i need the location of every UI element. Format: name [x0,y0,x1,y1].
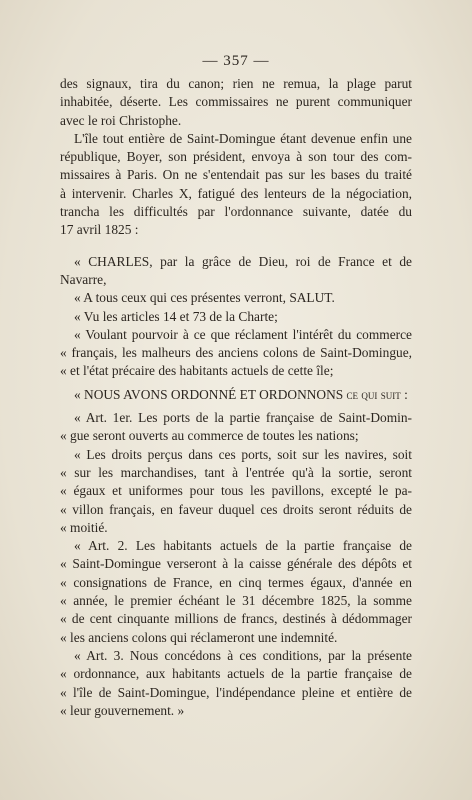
text-line: république, Boyer, son président, envoya à son tour des com- [60,149,412,165]
text-line: « ordonnance, aux habitants actuels de la partie française de [60,666,412,682]
text-line: « français, les malheurs des anciens colons de Saint-Domingue, [60,345,412,361]
text-line: des signaux, tira du canon; rien ne remua, la plage parut [60,76,412,91]
text-line: « CHARLES, par la grâce de Dieu, roi de France et de [74,253,412,269]
text-line: « l'île de Saint-Domingue, l'indépendance pleine et entière de [60,684,412,700]
text-line: trancha les difficultés par l'ordonnance suivante, datée du [60,204,412,220]
text-line: « Art. 3. Nous concédons à ces conditions, par la présente [74,647,412,663]
text-line: L'île tout entière de Saint-Domingue étant devenue enfin une [74,130,412,146]
text-line: « de cent cinquante millions de francs, destinés à dédommager [60,611,412,627]
text-line: à intervenir. Charles X, fatigué des lenteurs de la négociation, [60,185,412,201]
text-line: « Les droits perçus dans ces ports, soit sur les navires, soit [74,446,412,462]
text-line: « Art. 2. Les habitants actuels de la partie française de [74,538,412,554]
text-line: « les anciens colons qui réclameront une indemnité. [60,629,338,645]
text-line: « Vu les articles 14 et 73 de la Charte; [74,308,278,324]
text-line: avec le roi Christophe. [60,112,182,128]
text-line: « égaux et uniformes pour tous les pavillons, excepté le pa- [60,483,412,499]
text-line: « villon français, en faveur duquel ces droits seront réduits de [60,501,412,517]
page-body [60,75,412,720]
text-line: Navarre, [60,271,107,287]
text-line: 17 avril 1825 : [60,222,139,238]
text-line: « NOUS AVONS ORDONNÉ ET ORDONNONS ce qui suit : [74,386,408,402]
page-number: — 357 — [202,53,270,69]
text-line: « Art. 1er. Les ports de la partie française de Saint-Domin- [74,410,412,426]
text-line: « consignations de France, en cinq termes égaux, d'année en [60,574,412,590]
text-line: « gue seront ouverts au commerce de toutes les nations; [60,428,359,444]
text-line: « et l'état précaire des habitants actuels de cette île; [60,363,334,379]
text-line: « leur gouvernement. » [60,702,185,718]
text-line: « Voulant pourvoir à ce que réclament l'intérêt du commerce [74,326,412,342]
text-line: missaires à Paris. On ne s'entendait pas sur les bases du traité [60,167,412,183]
text-line: « sur les marchandises, tant à l'entrée qu'à la sortie, seront [60,464,412,480]
text-line: « A tous ceux qui ces présentes verront, SALUT. [74,290,335,306]
text-line: « Saint-Domingue verseront à la caisse générale des dépôts et [60,556,412,572]
text-line: « année, le premier échéant le 31 décembre 1825, la somme [60,593,412,609]
text-line: « moitié. [60,519,108,535]
text-line: inhabitée, déserte. Les commissaires ne purent communiquer [60,94,412,110]
